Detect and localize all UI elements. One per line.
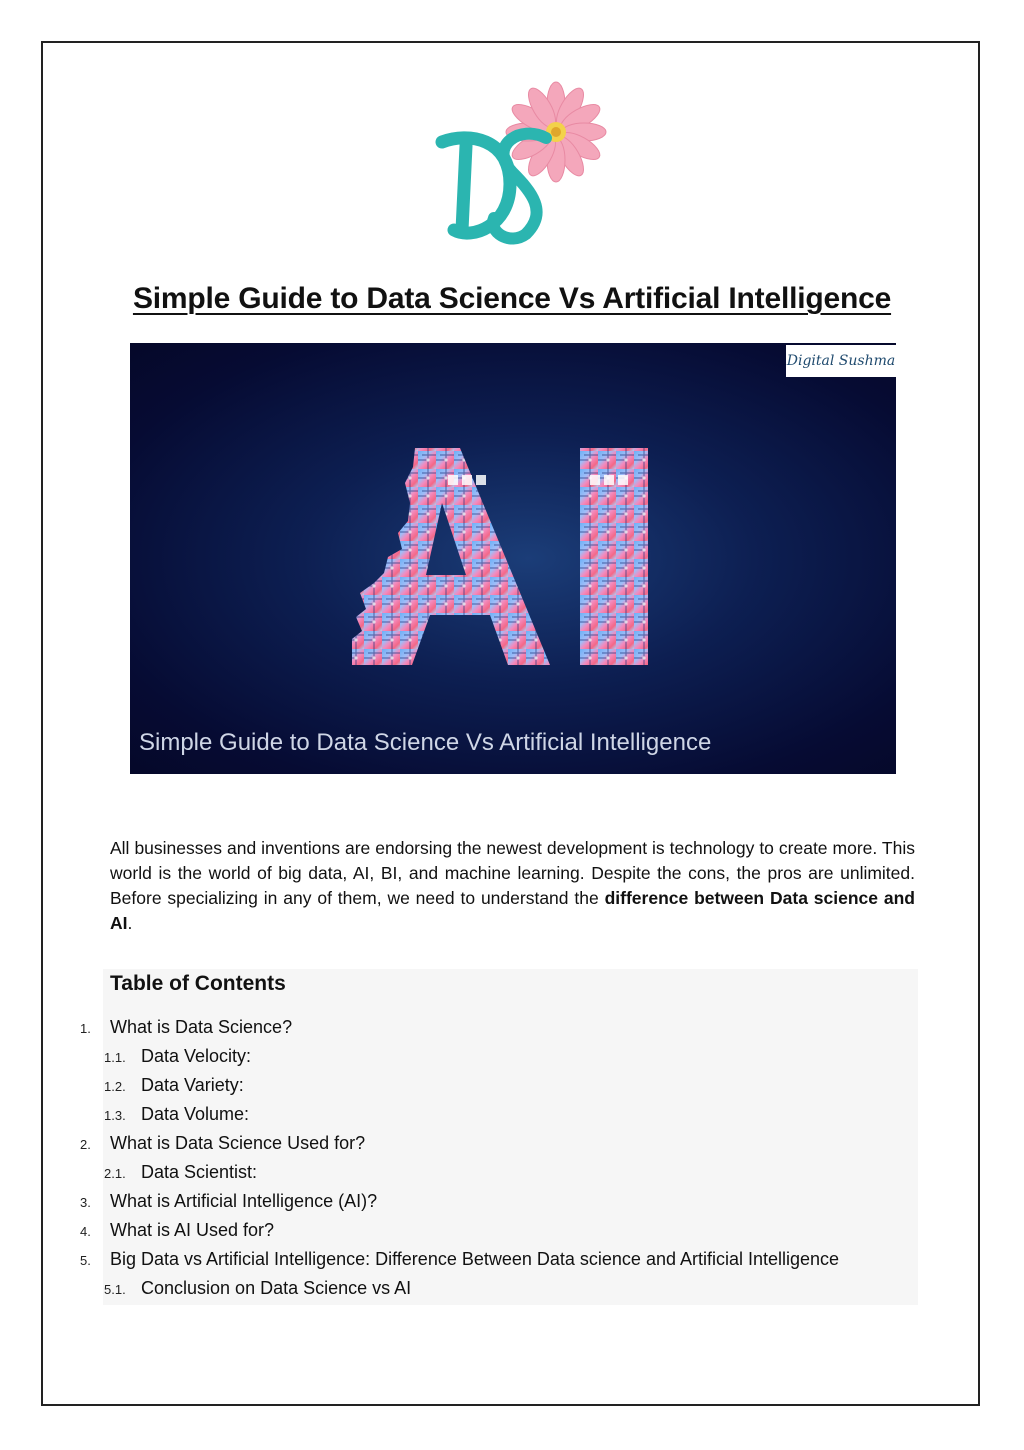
toc-number: 3. bbox=[80, 1195, 91, 1210]
toc-number: 2. bbox=[80, 1137, 91, 1152]
toc-number: 1. bbox=[80, 1021, 91, 1036]
toc-link-data-velocity[interactable]: Data Velocity: bbox=[141, 1046, 252, 1066]
toc-number: 4. bbox=[80, 1224, 91, 1239]
toc-number: 5. bbox=[80, 1253, 91, 1268]
toc-number: 2.1. bbox=[104, 1166, 126, 1181]
toc-link-conclusion[interactable]: Conclusion on Data Science vs AI bbox=[141, 1278, 412, 1298]
toc-number: 1.2. bbox=[104, 1079, 126, 1094]
intro-end: . bbox=[127, 913, 133, 933]
page-title: Simple Guide to Data Science Vs Artificial Intelligence bbox=[132, 282, 892, 315]
intro-bold-text: difference between Data science and AI bbox=[110, 888, 915, 933]
toc-link-ai-used-for[interactable]: What is AI Used for? bbox=[110, 1220, 275, 1240]
intro-text: All businesses and inventions are endorsing the newest development is technology to create more. This world is the world of big data, AI, BI, and machine learning. Despite the cons, the pros are unlimited. Before specializing in any of them, we need to understand the bbox=[110, 838, 915, 908]
toc-link-what-is-data-science[interactable]: What is Data Science? bbox=[110, 1017, 293, 1037]
toc-link-data-volume[interactable]: Data Volume: bbox=[141, 1104, 250, 1124]
toc-number: 5.1. bbox=[104, 1282, 126, 1297]
toc-link-data-variety[interactable]: Data Variety: bbox=[141, 1075, 244, 1095]
hero-caption: Simple Guide to Data Science Vs Artificial Intelligence bbox=[139, 729, 712, 756]
toc-link-data-science-used-for[interactable]: What is Data Science Used for? bbox=[110, 1133, 366, 1153]
hero-image bbox=[130, 343, 896, 774]
toc-link-what-is-ai[interactable]: What is Artificial Intelligence (AI)? bbox=[110, 1191, 378, 1211]
ds-logo-icon bbox=[428, 80, 608, 250]
ai-graphic bbox=[130, 343, 896, 774]
intro-paragraph bbox=[110, 836, 915, 936]
digital-sushma-logo bbox=[428, 80, 608, 250]
hero-brand-label: Digital Sushma bbox=[786, 345, 896, 377]
toc-heading: Table of Contents bbox=[110, 972, 286, 995]
toc-link-data-scientist[interactable]: Data Scientist: bbox=[141, 1162, 258, 1182]
toc-number: 1.3. bbox=[104, 1108, 126, 1123]
toc-link-big-data-vs-ai[interactable]: Big Data vs Artificial Intelligence: Difference Between Data science and Artificial Intelligence bbox=[110, 1249, 840, 1269]
toc-number: 1.1. bbox=[104, 1050, 126, 1065]
